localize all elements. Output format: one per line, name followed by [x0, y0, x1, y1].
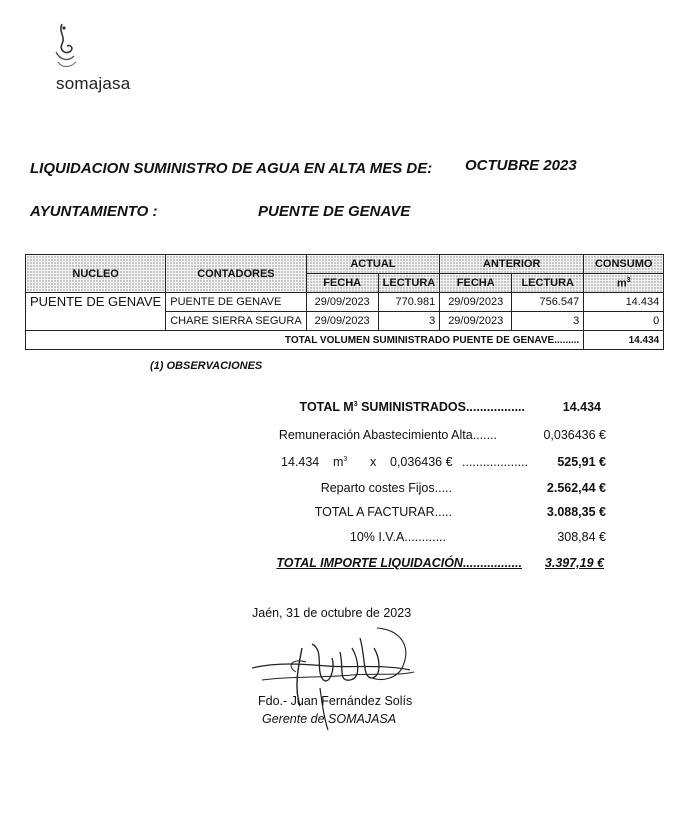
header-anterior: ANTERIOR: [440, 255, 584, 274]
total-volumen-value: 14.434: [584, 331, 664, 350]
header-lectura-anterior: LECTURA: [512, 274, 584, 293]
consumo-cell: 0: [584, 312, 664, 331]
header-consumo: CONSUMO: [584, 255, 664, 274]
reparto-value: 2.562,44 €: [546, 481, 606, 495]
fecha-anterior-cell: 29/09/2023: [440, 293, 512, 312]
lectura-anterior-cell: 3: [512, 312, 584, 331]
signatory-name: Fdo.- Juan Fernández Solís: [258, 694, 413, 708]
lectura-actual-cell: 3: [378, 312, 440, 331]
header-fecha-anterior: FECHA: [440, 274, 512, 293]
header-nucleo: NUCLEO: [26, 255, 166, 293]
total-importe-label: TOTAL IMPORTE LIQUIDACIÓN.................: [276, 556, 522, 570]
meter-readings-table: [25, 254, 664, 350]
facturar-label: TOTAL A FACTURAR.....: [314, 505, 452, 519]
fecha-anterior-cell: 29/09/2023: [440, 312, 512, 331]
header-actual: ACTUAL: [306, 255, 440, 274]
consumo-cell: 14.434: [584, 293, 664, 312]
total-m3-value: 14.434: [562, 400, 601, 414]
facturar-value: 3.088,35 €: [546, 505, 606, 519]
total-importe-value: 3.397,19 €: [544, 556, 604, 570]
header-fecha-actual: FECHA: [306, 274, 378, 293]
total-row: [26, 331, 664, 350]
header-m3: $m^3$: [584, 274, 664, 293]
lectura-anterior-cell: 756.547: [512, 293, 584, 312]
calc-dots: ...................: [462, 455, 528, 469]
document-title: LIQUIDACION SUMINISTRO DE AGUA EN ALTA MES DE:: [30, 160, 433, 177]
table-row: [26, 293, 664, 312]
somajasa-logo-icon: [52, 22, 82, 80]
calc-value: 525,91 €: [557, 455, 606, 469]
total-volumen-label: TOTAL VOLUMEN SUMINISTRADO PUENTE DE GENAVE.........: [26, 331, 584, 350]
header-contadores: CONTADORES: [166, 255, 306, 293]
fecha-actual-cell: 29/09/2023: [306, 312, 378, 331]
ayuntamiento-value: PUENTE DE GENAVE: [258, 203, 411, 220]
place-date: Jaén, 31 de octubre de 2023: [252, 606, 412, 620]
contador-cell: PUENTE DE GENAVE: [166, 293, 306, 312]
iva-label: 10% I.V.A............: [349, 530, 446, 544]
nucleo-cell: PUENTE DE GENAVE: [26, 293, 166, 331]
observaciones-label: (1) OBSERVACIONES: [150, 360, 263, 372]
fecha-actual-cell: 29/09/2023: [306, 293, 378, 312]
calc-unit: $m^3$: [333, 455, 348, 469]
lectura-actual-cell: 770.981: [378, 293, 440, 312]
ayuntamiento-label: AYUNTAMIENTO :: [30, 203, 158, 220]
remuneracion-value: 0,036436 €: [543, 428, 606, 442]
reparto-label: Reparto costes Fijos.....: [320, 481, 452, 495]
contador-cell: CHARE SIERRA SEGURA: [166, 312, 306, 331]
calc-price: 0,036436 €: [390, 455, 453, 469]
iva-value: 308,84 €: [557, 530, 606, 544]
remuneracion-label: Remuneración Abastecimiento Alta.......: [278, 428, 497, 442]
calc-multiply: x: [370, 455, 377, 469]
header-lectura-actual: LECTURA: [378, 274, 440, 293]
signatory-role: Gerente de SOMAJASA: [262, 712, 397, 726]
brand-name: somajasa: [56, 74, 131, 93]
calc-quantity: 14.434: [281, 455, 320, 469]
total-m3-label: TOTAL $M^3$ SUMINISTRADOS.................: [299, 400, 525, 414]
billing-month: OCTUBRE 2023: [465, 157, 577, 174]
